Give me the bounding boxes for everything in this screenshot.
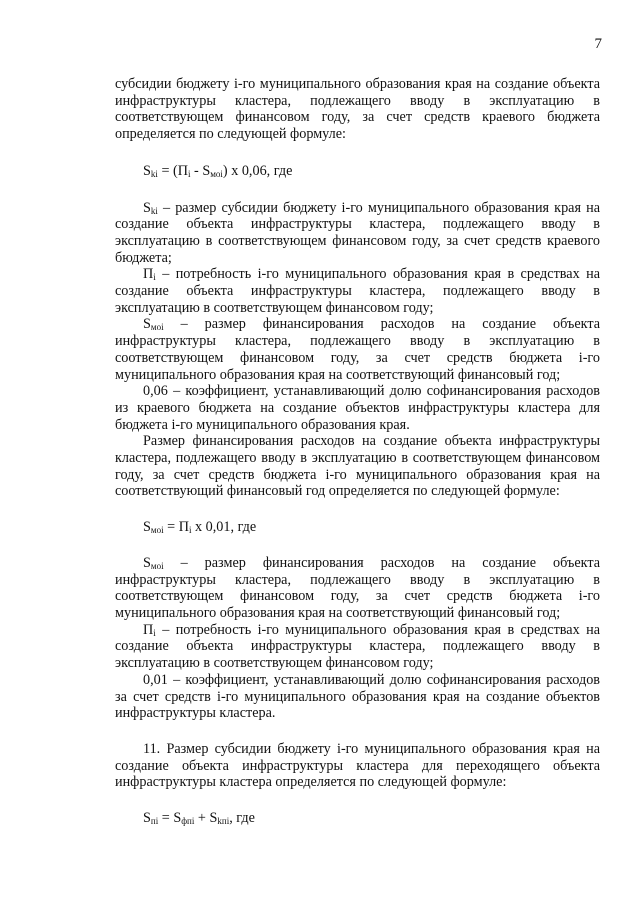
definition-s-ki: $S_{ki}$ – размер субсидии бюджету i-го муниципального образования края на создание объекта инфраструктуры кластера, подлежащего вводу в эксплуатацию в соответствующем финансовом году, за счет средств краевого бюджета; [115, 199, 600, 266]
page-number: 7 [594, 36, 602, 52]
financing-paragraph: Размер финансирования расходов на создание объекта инфраструктуры кластера, подлежащего вводу в эксплуатацию в соответствующем финансовом году, за счет средств бюджета i-го муниципального образования края на соответствующий финансовый год определяется по следующей формуле: [115, 433, 600, 500]
document-body [115, 76, 600, 827]
definition-s-moi: $S_{моi}$ – размер финансирования расходов на создание объекта инфраструктуры кластера, подлежащего вводу в эксплуатацию в соответствующем финансовом году, за счет средств бюджета i-го муниципального образования края на соответствующий финансовый год; [115, 316, 600, 383]
clause-11-paragraph: 11. Размер субсидии бюджету i-го муниципального образования края на создание объекта инфраструктуры кластера для переходящего объекта инфраструктуры кластера определяется по следующей формуле: [115, 740, 600, 791]
formula-transitional: $S_{пi} = S_{фпi} + S_{kпi}$, где [143, 810, 255, 827]
definition-coef-001: 0,01 – коэффициент, устанавливающий долю софинансирования расходов за счет средств i-го муниципального образования края на создание объектов инфраструктуры кластера. [115, 671, 600, 722]
formula-financing: $S_{моi} = П_i$ x 0,01, где [143, 519, 257, 536]
definition-p-i: $П_i$ – потребность i-го муниципального образования края в средствах на создание объекта инфраструктуры кластера, подлежащего вводу в эксплуатацию в соответствующем финансовом году; [115, 266, 600, 316]
definition-p-i-2: $П_i$ – потребность i-го муниципального образования края в средствах на создание объекта инфраструктуры кластера, подлежащего вводу в эксплуатацию в соответствующем финансовом году; [115, 621, 600, 672]
intro-paragraph: субсидии бюджету i-го муниципального образования края на создание объекта инфраструктуры кластера, подлежащего вводу в эксплуатацию в соответствующем финансовом году, за счет средств краевого бюджета определяется по следующей формуле: [115, 76, 600, 143]
formula-subsidy: $S_{ki} = (П_i - S_{моi})$ x 0,06, где [143, 162, 293, 179]
definition-s-moi-2: $S_{моi}$ – размер финансирования расходов на создание объекта инфраструктуры кластера, подлежащего вводу в эксплуатацию в соответствующем финансовом году, за счет средств бюджета i-го муниципального образования края на соответствующий финансовый год; [115, 554, 600, 621]
definition-coef-006: 0,06 – коэффициент, устанавливающий долю софинансирования расходов из краевого бюджета на создание объектов инфраструктуры кластера для бюджета i-го муниципального образования края. [115, 383, 600, 433]
